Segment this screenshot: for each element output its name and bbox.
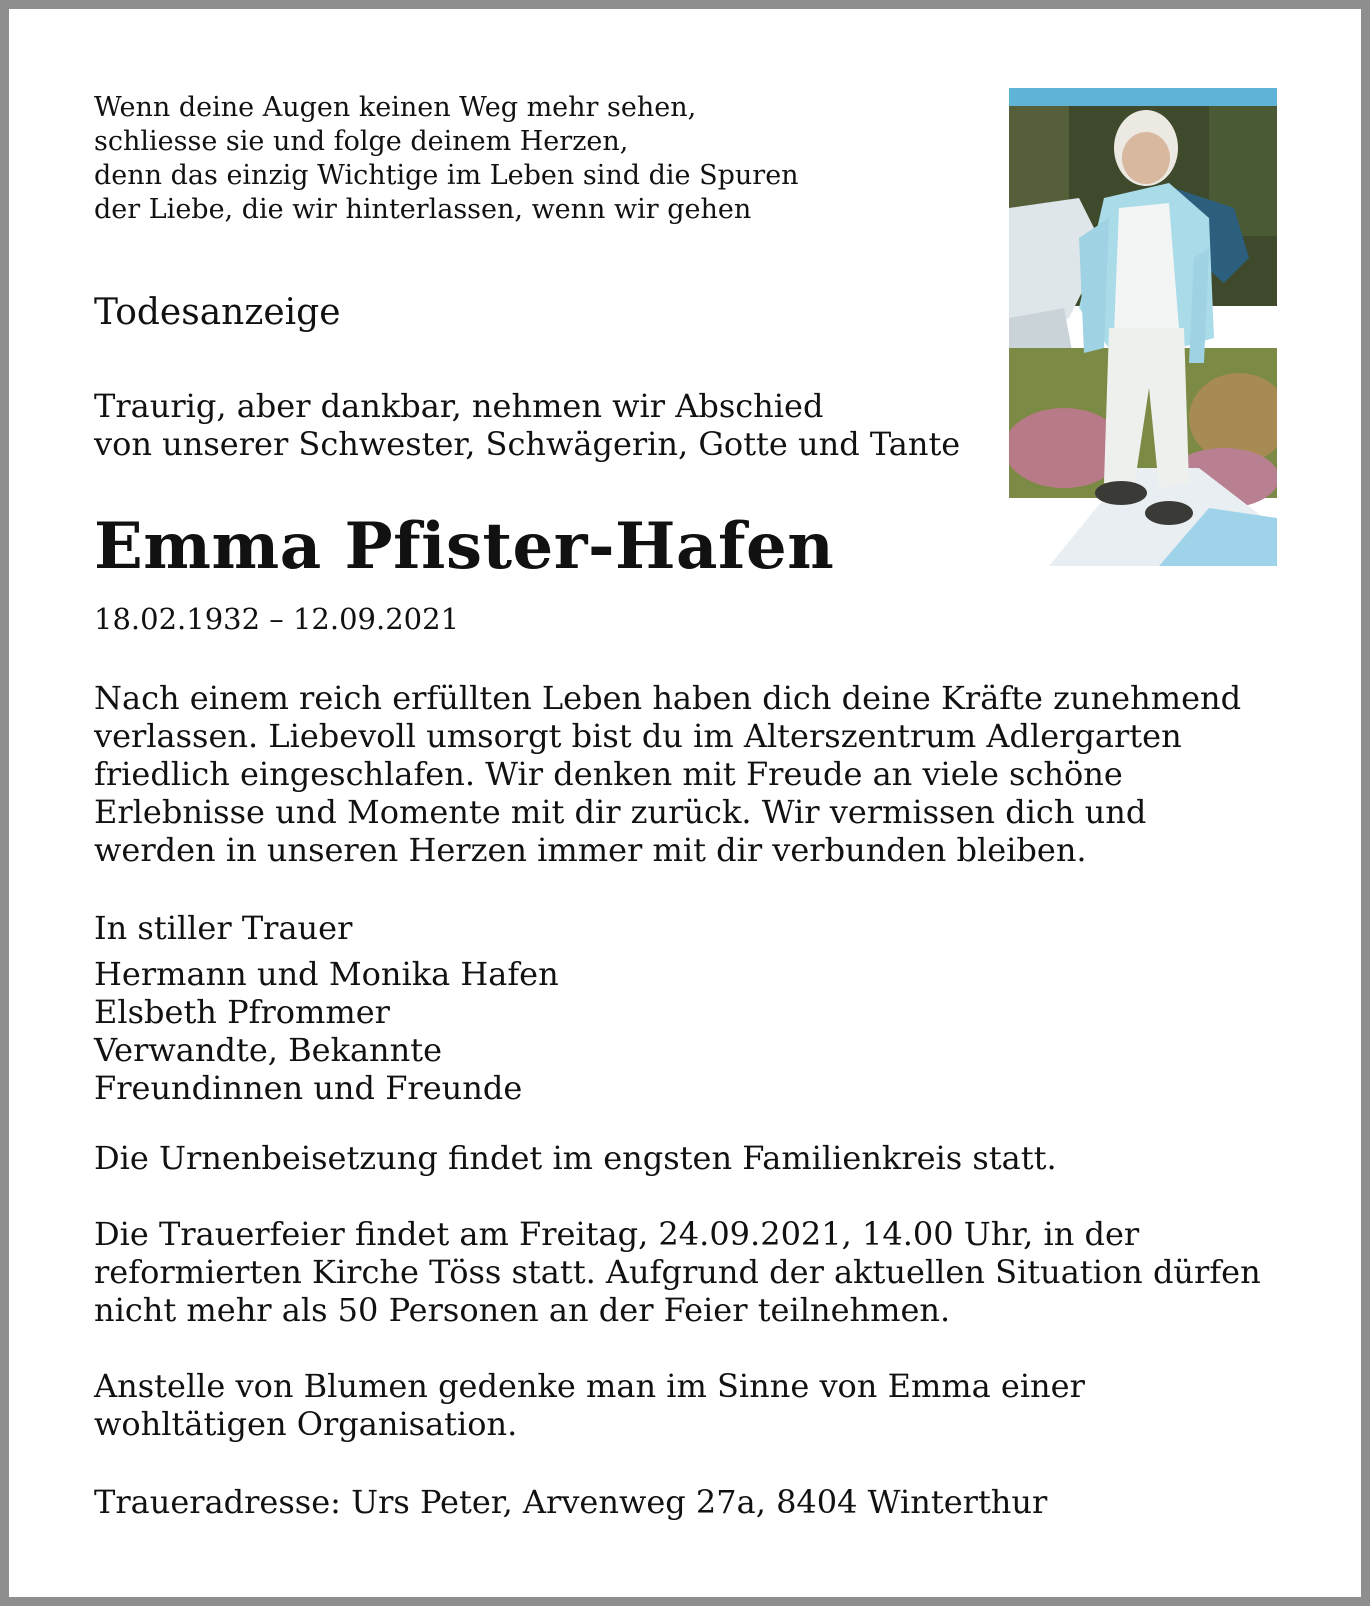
mourning-intro: In stiller Trauer [94, 909, 353, 947]
tribute-line: friedlich eingeschlafen. Wir denken mit Freude an viele schöne [94, 755, 1123, 793]
portrait-photo-drawing [1009, 88, 1277, 566]
motto-line: schliesse sie und folge deinem Herzen, [94, 126, 629, 157]
ceremony-line: reformierten Kirche Töss statt. Aufgrund der aktuellen Situation dürfen [94, 1253, 1261, 1291]
flowers-line: wohltätigen Organisation. [94, 1405, 518, 1443]
motto-line: Wenn deine Augen keinen Weg mehr sehen, [94, 92, 697, 123]
obituary-sheet [9, 9, 1361, 1597]
motto-line: der Liebe, die wir hinterlassen, wenn wir gehen [94, 194, 752, 225]
portrait-photo [1009, 88, 1277, 566]
urn-line: Die Urnenbeisetzung findet im engsten Familienkreis statt. [94, 1139, 1057, 1177]
tribute-line: verlassen. Liebevoll umsorgt bist du im Alterszentrum Adlergarten [94, 717, 1182, 755]
mourning-address: Traueradresse: Urs Peter, Arvenweg 27a, 8404 Winterthur [94, 1483, 1048, 1521]
tribute-line: Nach einem reich erfüllten Leben haben dich deine Kräfte zunehmend [94, 679, 1242, 717]
urn-notice [94, 1139, 1057, 1177]
flowers-line: Anstelle von Blumen gedenke man im Sinne von Emma einer [94, 1367, 1085, 1405]
mourner: Freundinnen und Freunde [94, 1069, 523, 1107]
ceremony-line: Die Trauerfeier findet am Freitag, 24.09.2021, 14.00 Uhr, in der [94, 1215, 1140, 1253]
tribute-line: Erlebnisse und Momente mit dir zurück. Wir vermissen dich und [94, 793, 1147, 831]
tribute-text [94, 679, 1241, 869]
ceremony-notice [94, 1215, 1261, 1329]
motto-line: denn das einzig Wichtige im Leben sind die Spuren [94, 160, 799, 191]
mourner: Hermann und Monika Hafen [94, 955, 559, 993]
tribute-line: werden in unseren Herzen immer mit dir verbunden bleiben. [94, 831, 1087, 869]
deceased-name: Emma Pfister-Hafen [94, 509, 835, 584]
farewell-intro [94, 387, 960, 463]
intro-line: von unserer Schwester, Schwägerin, Gotte und Tante [94, 425, 961, 463]
intro-line: Traurig, aber dankbar, nehmen wir Abschied [94, 387, 824, 425]
flowers-notice [94, 1367, 1085, 1443]
notice-type-heading: Todesanzeige [94, 292, 341, 333]
motto-verse [94, 91, 799, 227]
life-dates: 18.02.1932 – 12.09.2021 [94, 602, 460, 636]
ceremony-line: nicht mehr als 50 Personen an der Feier teilnehmen. [94, 1291, 951, 1329]
mourner: Verwandte, Bekannte [94, 1031, 443, 1069]
mourner: Elsbeth Pfrommer [94, 993, 390, 1031]
mourners-list [94, 955, 559, 1107]
